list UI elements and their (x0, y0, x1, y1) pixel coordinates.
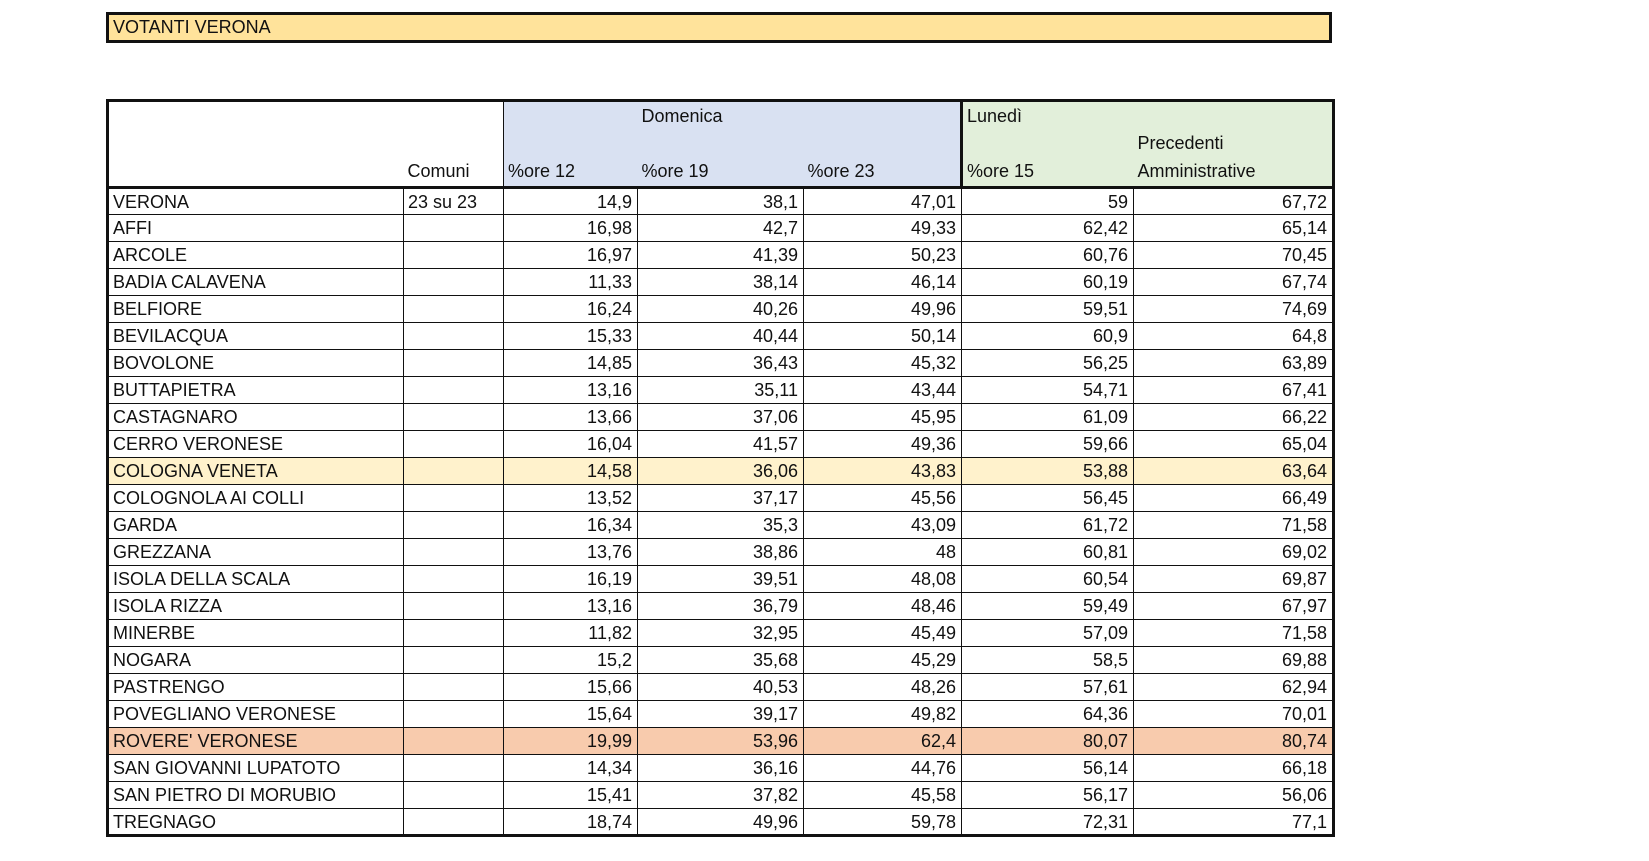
cell-ore15: 60,54 (962, 566, 1134, 593)
cell-precedenti: 77,1 (1134, 809, 1334, 836)
cell-precedenti: 65,04 (1134, 431, 1334, 458)
cell-ore19: 40,26 (638, 296, 804, 323)
cell-ore23: 49,33 (804, 215, 962, 242)
cell-ore12: 16,98 (504, 215, 638, 242)
cell-ore15: 59 (962, 188, 1134, 215)
cell-comuni-count (404, 377, 504, 404)
cell-ore19: 39,17 (638, 701, 804, 728)
cell-comuni-count (404, 215, 504, 242)
cell-comuni-count (404, 620, 504, 647)
cell-ore12: 19,99 (504, 728, 638, 755)
cell-ore19: 37,17 (638, 485, 804, 512)
cell-ore12: 14,58 (504, 458, 638, 485)
cell-ore23: 48,08 (804, 566, 962, 593)
cell-ore23: 46,14 (804, 269, 962, 296)
cell-ore15: 64,36 (962, 701, 1134, 728)
cell-ore12: 11,33 (504, 269, 638, 296)
sheet-title (106, 12, 1332, 43)
cell-ore23: 43,44 (804, 377, 962, 404)
cell-ore15: 60,81 (962, 539, 1134, 566)
cell-ore23: 49,36 (804, 431, 962, 458)
cell-precedenti: 70,01 (1134, 701, 1334, 728)
cell-ore12: 16,04 (504, 431, 638, 458)
table-row (108, 431, 1334, 458)
cell-ore15: 56,14 (962, 755, 1134, 782)
cell-ore19: 41,57 (638, 431, 804, 458)
cell-ore19: 49,96 (638, 809, 804, 836)
cell-ore12: 16,19 (504, 566, 638, 593)
cell-precedenti: 67,74 (1134, 269, 1334, 296)
cell-ore12: 13,76 (504, 539, 638, 566)
cell-ore12: 16,97 (504, 242, 638, 269)
table-row (108, 188, 1334, 215)
table-row (108, 728, 1334, 755)
cell-comune-name: COLOGNOLA AI COLLI (108, 485, 404, 512)
cell-ore12: 13,16 (504, 593, 638, 620)
cell-precedenti: 65,14 (1134, 215, 1334, 242)
header-precedenti-line1: Precedenti (1137, 133, 1224, 153)
table-row (108, 404, 1334, 431)
cell-ore23: 45,49 (804, 620, 962, 647)
cell-ore19: 53,96 (638, 728, 804, 755)
table-row (108, 377, 1334, 404)
cell-ore23: 45,32 (804, 350, 962, 377)
cell-ore23: 49,96 (804, 296, 962, 323)
cell-ore23: 49,82 (804, 701, 962, 728)
cell-precedenti: 69,88 (1134, 647, 1334, 674)
table-row (108, 323, 1334, 350)
cell-ore12: 16,24 (504, 296, 638, 323)
table-row (108, 701, 1334, 728)
table-row (108, 215, 1334, 242)
cell-precedenti: 62,94 (1134, 674, 1334, 701)
cell-comune-name: BUTTAPIETRA (108, 377, 404, 404)
cell-ore23: 59,78 (804, 809, 962, 836)
cell-comune-name: GREZZANA (108, 539, 404, 566)
table-header (108, 101, 1334, 188)
header-ore12 (504, 101, 638, 188)
header-lunedi-label: Lunedì (967, 106, 1023, 126)
cell-ore23: 62,4 (804, 728, 962, 755)
cell-ore15: 57,61 (962, 674, 1134, 701)
cell-comune-name: BOVOLONE (108, 350, 404, 377)
header-ore23-label: %ore 23 (807, 161, 875, 181)
cell-ore19: 35,11 (638, 377, 804, 404)
cell-ore12: 14,85 (504, 350, 638, 377)
header-ore19-label: %ore 19 (641, 161, 709, 181)
cell-ore23: 45,56 (804, 485, 962, 512)
cell-comune-name: POVEGLIANO VERONESE (108, 701, 404, 728)
cell-comune-name: NOGARA (108, 647, 404, 674)
table-row (108, 647, 1334, 674)
table-row (108, 458, 1334, 485)
cell-ore19: 41,39 (638, 242, 804, 269)
cell-comuni-count (404, 458, 504, 485)
cell-comune-name: ARCOLE (108, 242, 404, 269)
cell-comune-name: MINERBE (108, 620, 404, 647)
cell-comune-name: BELFIORE (108, 296, 404, 323)
cell-ore15: 54,71 (962, 377, 1134, 404)
cell-ore12: 15,2 (504, 647, 638, 674)
cell-ore23: 43,09 (804, 512, 962, 539)
cell-comune-name: BADIA CALAVENA (108, 269, 404, 296)
cell-comuni-count (404, 593, 504, 620)
header-precedenti (1134, 101, 1334, 188)
cell-ore23: 45,95 (804, 404, 962, 431)
cell-ore23: 44,76 (804, 755, 962, 782)
cell-ore15: 57,09 (962, 620, 1134, 647)
cell-ore15: 56,45 (962, 485, 1134, 512)
header-domenica-label: Domenica (641, 106, 723, 126)
cell-comuni-count (404, 242, 504, 269)
cell-ore15: 72,31 (962, 809, 1134, 836)
cell-precedenti: 71,58 (1134, 620, 1334, 647)
cell-comune-name: SAN PIETRO DI MORUBIO (108, 782, 404, 809)
cell-ore15: 59,51 (962, 296, 1134, 323)
header-blank-cell (108, 101, 404, 188)
table-row (108, 674, 1334, 701)
cell-ore23: 47,01 (804, 188, 962, 215)
cell-comune-name: CERRO VERONESE (108, 431, 404, 458)
cell-comuni-count (404, 512, 504, 539)
cell-comuni-count (404, 701, 504, 728)
cell-ore23: 50,23 (804, 242, 962, 269)
cell-ore19: 42,7 (638, 215, 804, 242)
cell-ore12: 15,33 (504, 323, 638, 350)
cell-comuni-count (404, 269, 504, 296)
header-ore23 (804, 101, 962, 188)
cell-ore15: 60,9 (962, 323, 1134, 350)
cell-ore19: 37,82 (638, 782, 804, 809)
table-row (108, 809, 1334, 836)
cell-ore19: 36,79 (638, 593, 804, 620)
cell-comuni-count (404, 782, 504, 809)
cell-comune-name: COLOGNA VENETA (108, 458, 404, 485)
cell-comune-name: AFFI (108, 215, 404, 242)
cell-comuni-count (404, 323, 504, 350)
cell-precedenti: 80,74 (1134, 728, 1334, 755)
cell-precedenti: 67,97 (1134, 593, 1334, 620)
cell-ore19: 37,06 (638, 404, 804, 431)
cell-comune-name: ISOLA RIZZA (108, 593, 404, 620)
cell-ore15: 59,49 (962, 593, 1134, 620)
cell-precedenti: 69,87 (1134, 566, 1334, 593)
cell-comuni-count (404, 485, 504, 512)
cell-comuni-count (404, 809, 504, 836)
sheet-title-text: VOTANTI VERONA (113, 17, 271, 37)
cell-ore19: 38,14 (638, 269, 804, 296)
table-row (108, 566, 1334, 593)
cell-ore23: 48,46 (804, 593, 962, 620)
cell-ore23: 50,14 (804, 323, 962, 350)
cell-ore12: 13,16 (504, 377, 638, 404)
cell-ore19: 40,53 (638, 674, 804, 701)
table-row (108, 269, 1334, 296)
cell-comuni-count (404, 296, 504, 323)
header-ore19 (638, 101, 804, 188)
cell-ore15: 61,09 (962, 404, 1134, 431)
cell-ore15: 60,19 (962, 269, 1134, 296)
cell-ore23: 45,58 (804, 782, 962, 809)
cell-ore19: 38,86 (638, 539, 804, 566)
cell-ore12: 18,74 (504, 809, 638, 836)
cell-precedenti: 56,06 (1134, 782, 1334, 809)
cell-precedenti: 69,02 (1134, 539, 1334, 566)
cell-comuni-count (404, 431, 504, 458)
header-ore15 (962, 101, 1134, 188)
cell-comuni-count (404, 350, 504, 377)
header-comuni-label: Comuni (407, 161, 470, 181)
cell-ore12: 15,41 (504, 782, 638, 809)
cell-ore15: 80,07 (962, 728, 1134, 755)
table-row (108, 539, 1334, 566)
cell-ore15: 59,66 (962, 431, 1134, 458)
cell-comuni-count (404, 566, 504, 593)
cell-ore15: 62,42 (962, 215, 1134, 242)
cell-ore19: 39,51 (638, 566, 804, 593)
cell-ore12: 16,34 (504, 512, 638, 539)
cell-comune-name: TREGNAGO (108, 809, 404, 836)
table-row (108, 242, 1334, 269)
cell-ore15: 58,5 (962, 647, 1134, 674)
cell-ore19: 36,06 (638, 458, 804, 485)
cell-ore19: 36,16 (638, 755, 804, 782)
cell-ore23: 48,26 (804, 674, 962, 701)
cell-ore23: 48 (804, 539, 962, 566)
cell-comune-name: PASTRENGO (108, 674, 404, 701)
cell-precedenti: 66,22 (1134, 404, 1334, 431)
cell-ore19: 32,95 (638, 620, 804, 647)
cell-comune-name: CASTAGNARO (108, 404, 404, 431)
cell-ore19: 40,44 (638, 323, 804, 350)
cell-ore15: 56,25 (962, 350, 1134, 377)
cell-ore15: 61,72 (962, 512, 1134, 539)
cell-comune-name: GARDA (108, 512, 404, 539)
table-row (108, 512, 1334, 539)
cell-precedenti: 63,64 (1134, 458, 1334, 485)
cell-ore12: 15,64 (504, 701, 638, 728)
turnout-table (106, 99, 1335, 837)
cell-precedenti: 67,41 (1134, 377, 1334, 404)
cell-precedenti: 74,69 (1134, 296, 1334, 323)
cell-precedenti: 66,18 (1134, 755, 1334, 782)
cell-comuni-count (404, 647, 504, 674)
table-row (108, 350, 1334, 377)
table-row (108, 782, 1334, 809)
cell-ore12: 11,82 (504, 620, 638, 647)
cell-ore15: 53,88 (962, 458, 1134, 485)
header-ore12-label: %ore 12 (508, 161, 576, 181)
cell-ore15: 60,76 (962, 242, 1134, 269)
cell-precedenti: 64,8 (1134, 323, 1334, 350)
cell-ore23: 45,29 (804, 647, 962, 674)
cell-precedenti: 67,72 (1134, 188, 1334, 215)
cell-ore19: 35,3 (638, 512, 804, 539)
header-ore15-label: %ore 15 (967, 161, 1035, 181)
table-row (108, 485, 1334, 512)
cell-ore12: 15,66 (504, 674, 638, 701)
cell-ore12: 13,66 (504, 404, 638, 431)
cell-precedenti: 70,45 (1134, 242, 1334, 269)
cell-ore15: 56,17 (962, 782, 1134, 809)
cell-comuni-count: 23 su 23 (404, 188, 504, 215)
cell-comune-name: ROVERE' VERONESE (108, 728, 404, 755)
cell-precedenti: 71,58 (1134, 512, 1334, 539)
cell-ore19: 35,68 (638, 647, 804, 674)
table-row (108, 593, 1334, 620)
cell-comuni-count (404, 404, 504, 431)
cell-comuni-count (404, 728, 504, 755)
cell-precedenti: 66,49 (1134, 485, 1334, 512)
cell-ore12: 14,34 (504, 755, 638, 782)
cell-comune-name: VERONA (108, 188, 404, 215)
header-comuni (404, 101, 504, 188)
cell-ore19: 38,1 (638, 188, 804, 215)
cell-comune-name: ISOLA DELLA SCALA (108, 566, 404, 593)
cell-precedenti: 63,89 (1134, 350, 1334, 377)
header-precedenti-line2: Amministrative (1137, 161, 1256, 181)
cell-ore19: 36,43 (638, 350, 804, 377)
cell-comuni-count (404, 755, 504, 782)
table-row (108, 620, 1334, 647)
cell-ore23: 43,83 (804, 458, 962, 485)
cell-ore12: 14,9 (504, 188, 638, 215)
cell-comuni-count (404, 674, 504, 701)
cell-comune-name: BEVILACQUA (108, 323, 404, 350)
table-body (108, 188, 1334, 836)
cell-ore12: 13,52 (504, 485, 638, 512)
table-row (108, 755, 1334, 782)
cell-comuni-count (404, 539, 504, 566)
table-row (108, 296, 1334, 323)
cell-comune-name: SAN GIOVANNI LUPATOTO (108, 755, 404, 782)
